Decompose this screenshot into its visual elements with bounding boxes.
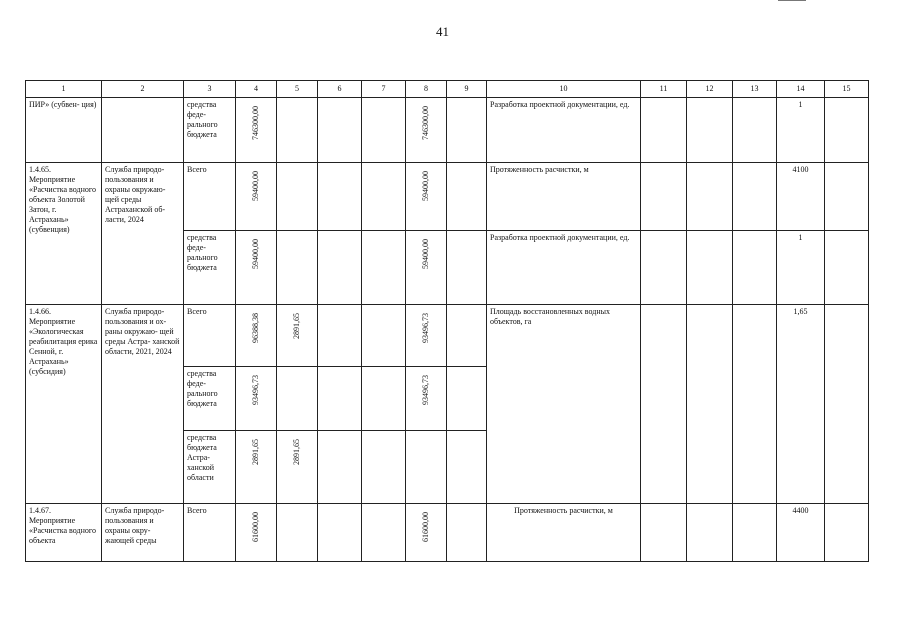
amount-year-cell — [406, 504, 447, 562]
activity-cell: 1.4.65. Мероприятие «Расчистка водного объекта Золотой Затон, г. Астрахань» (субвенция) — [26, 163, 102, 305]
source-cell: средства феде- рального бюджета — [184, 231, 236, 305]
indicator-cell: Разработка проектной документации, ед. — [487, 231, 641, 305]
table-row — [26, 504, 869, 562]
table-row — [26, 163, 869, 231]
amount-year-cell — [406, 98, 447, 163]
amount-value: 59400,00 — [421, 239, 430, 269]
indicator-value-cell: 4100 — [777, 163, 825, 231]
activity-cell: 1.4.66. Мероприятие «Экологическая реабилитация ерика Сенной, г. Астрахань» (субсидия) — [26, 305, 102, 504]
amount-year-cell — [406, 367, 447, 431]
header-cell: 15 — [825, 81, 869, 98]
top-mark — [778, 0, 806, 2]
indicator-value-cell: 1 — [777, 231, 825, 305]
amount-value: 93496,73 — [421, 313, 430, 343]
header-cell: 6 — [318, 81, 362, 98]
header-cell: 8 — [406, 81, 447, 98]
amount-2021-cell — [277, 431, 318, 504]
amount-year-cell — [406, 231, 447, 305]
indicator-cell: Протяженность расчистки, м — [487, 504, 641, 562]
source-cell: средства бюджета Астра- ханской области — [184, 431, 236, 504]
header-cell: 3 — [184, 81, 236, 98]
amount-value: 61600,00 — [251, 512, 260, 542]
indicator-value-cell: 1,65 — [777, 305, 825, 504]
activity-cell: 1.4.67. Мероприятие «Расчистка водного объекта — [26, 504, 102, 562]
header-cell: 14 — [777, 81, 825, 98]
data-table — [25, 80, 869, 562]
amount-value: 746300,00 — [421, 106, 430, 140]
activity-cell: ПИР» (субвен- ция) — [26, 98, 102, 163]
header-cell: 7 — [362, 81, 406, 98]
header-cell: 12 — [687, 81, 733, 98]
executor-cell — [102, 98, 184, 163]
indicator-cell: Разработка проектной документации, ед. — [487, 98, 641, 163]
amount-value: 2891,65 — [292, 313, 301, 339]
amount-value: 2891,65 — [251, 439, 260, 465]
amount-total-cell — [236, 367, 277, 431]
header-cell: 2 — [102, 81, 184, 98]
indicator-cell: Площадь восстановленных водных объектов, га — [487, 305, 641, 504]
source-cell: Всего — [184, 163, 236, 231]
amount-value: 59400,00 — [251, 239, 260, 269]
amount-total-cell — [236, 163, 277, 231]
amount-total-cell — [236, 231, 277, 305]
table-row — [26, 98, 869, 163]
amount-year-cell — [406, 163, 447, 231]
amount-value: 2891,65 — [292, 439, 301, 465]
table-row — [26, 305, 869, 367]
amount-year-cell — [406, 305, 447, 367]
header-cell: 11 — [641, 81, 687, 98]
amount-value: 93496,73 — [421, 375, 430, 405]
header-cell: 4 — [236, 81, 277, 98]
amount-value: 746300,00 — [251, 106, 260, 140]
header-row — [26, 81, 869, 98]
source-cell: Всего — [184, 305, 236, 367]
amount-total-cell — [236, 98, 277, 163]
amount-value: 59400,00 — [421, 171, 430, 201]
amount-2021-cell — [277, 305, 318, 367]
executor-cell: Служба природо- пользования и охраны окру- жающей среды — [102, 504, 184, 562]
amount-total-cell — [236, 431, 277, 504]
header-cell: 1 — [26, 81, 102, 98]
amount-value: 96388,38 — [251, 313, 260, 343]
executor-cell: Служба природо- пользования и охраны окружаю- щей среды Астраханской об- ласти, 2024 — [102, 163, 184, 305]
header-cell: 10 — [487, 81, 641, 98]
indicator-value-cell: 4400 — [777, 504, 825, 562]
amount-value: 61600,00 — [421, 512, 430, 542]
amount-total-cell — [236, 504, 277, 562]
source-cell: средства феде- рального бюджета — [184, 367, 236, 431]
indicator-cell: Протяженность расчистки, м — [487, 163, 641, 231]
source-cell: Всего — [184, 504, 236, 562]
amount-value: 59400,00 — [251, 171, 260, 201]
source-cell: средства феде- рального бюджета — [184, 98, 236, 163]
amount-value: 93496,73 — [251, 375, 260, 405]
page-number: 41 — [436, 24, 449, 39]
header-cell: 5 — [277, 81, 318, 98]
header-cell: 9 — [447, 81, 487, 98]
header-cell: 13 — [733, 81, 777, 98]
indicator-value-cell: 1 — [777, 98, 825, 163]
executor-cell: Служба природо- пользования и ох- раны окружаю- щей среды Астра- ханской области, 2021, 2024 — [102, 305, 184, 504]
amount-total-cell — [236, 305, 277, 367]
